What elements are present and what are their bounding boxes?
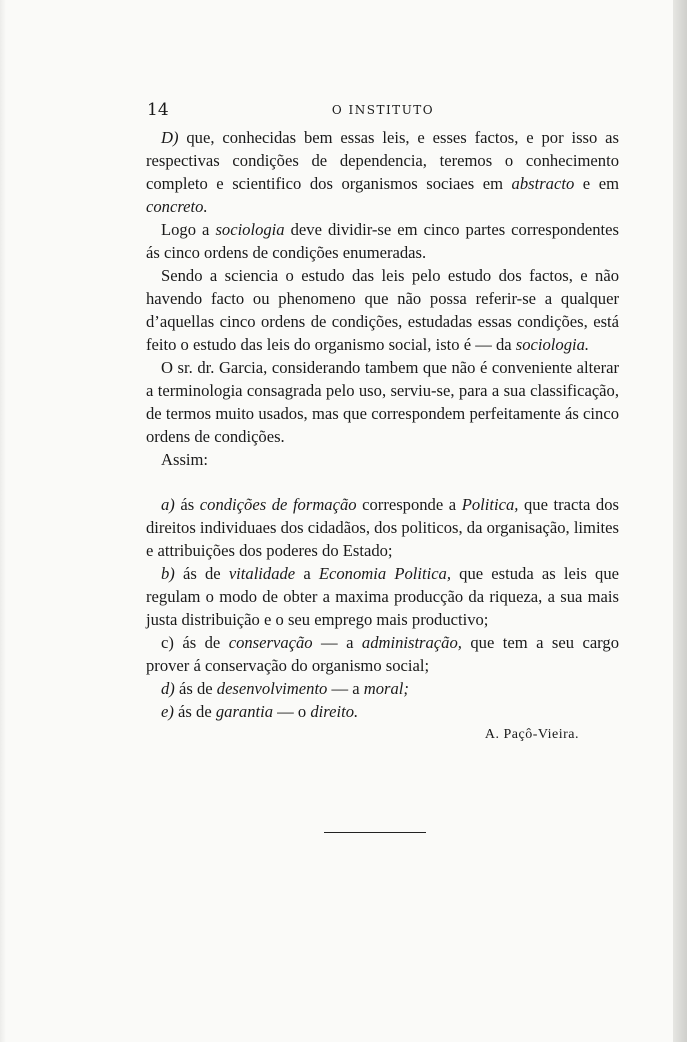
page-left-edge	[0, 0, 6, 1042]
paragraph-sociologia: Logo a sociologia deve dividir-se em cinco partes correspondentes ás cinco ordens de condições enumeradas.	[146, 220, 619, 262]
list-item-e: e) ás de garantia — o direito.	[161, 702, 359, 721]
list-item-a: a) ás condições de formação corresponde a Politica, que tracta dos direitos individuaes dos cidadãos, dos politicos, da organisação, limites e attribuições dos poderes do Estado;	[146, 495, 619, 560]
paragraph-garcia: O sr. dr. Garcia, considerando tambem que não é conveniente alterar a terminologia consagrada pelo uso, serviu-se, para a sua classificação, de termos muito usados, mas que correspondem perfeitamente ás cinco ordens de condições.	[146, 358, 619, 446]
author-signature: A. Paçô-Vieira.	[484, 727, 579, 742]
end-rule	[324, 832, 426, 833]
page-header	[147, 100, 619, 122]
list-item-b: b) ás de vitalidade a Economia Politica, que estuda as leis que regulam o modo de obter a maxima producção da riqueza, a sua mais justa distribuição e o seu emprego mais productivo;	[146, 564, 620, 629]
paragraph-assim: Assim:	[161, 450, 209, 469]
running-title: O INSTITUTO	[331, 103, 435, 117]
list-item-c: c) ás de conservação — a administração, que tem a seu cargo prover á conservação do organismo social;	[146, 633, 620, 675]
list-item-d: d) ás de desenvolvimento — a moral;	[161, 679, 409, 698]
page-right-edge	[673, 0, 687, 1042]
body-text	[146, 126, 619, 746]
spacer	[146, 471, 619, 493]
paragraph-label: D)	[161, 128, 179, 147]
page-number: 14	[147, 100, 169, 120]
paragraph-d: D) que, conhecidas bem essas leis, e esses factos, e por isso as respectivas condições de dependencia, teremos o conhecimento completo e scientifico dos organismos sociaes em abstracto e em concreto.	[146, 128, 619, 216]
paragraph-sciencia: Sendo a sciencia o estudo das leis pelo estudo dos factos, e não havendo facto ou phenomeno que não possa referir-se a qualquer d’aquellas cinco ordens de condições, estudadas essas condições, está feito o estudo das leis do organismo social, isto é — da sociologia.	[146, 266, 619, 354]
